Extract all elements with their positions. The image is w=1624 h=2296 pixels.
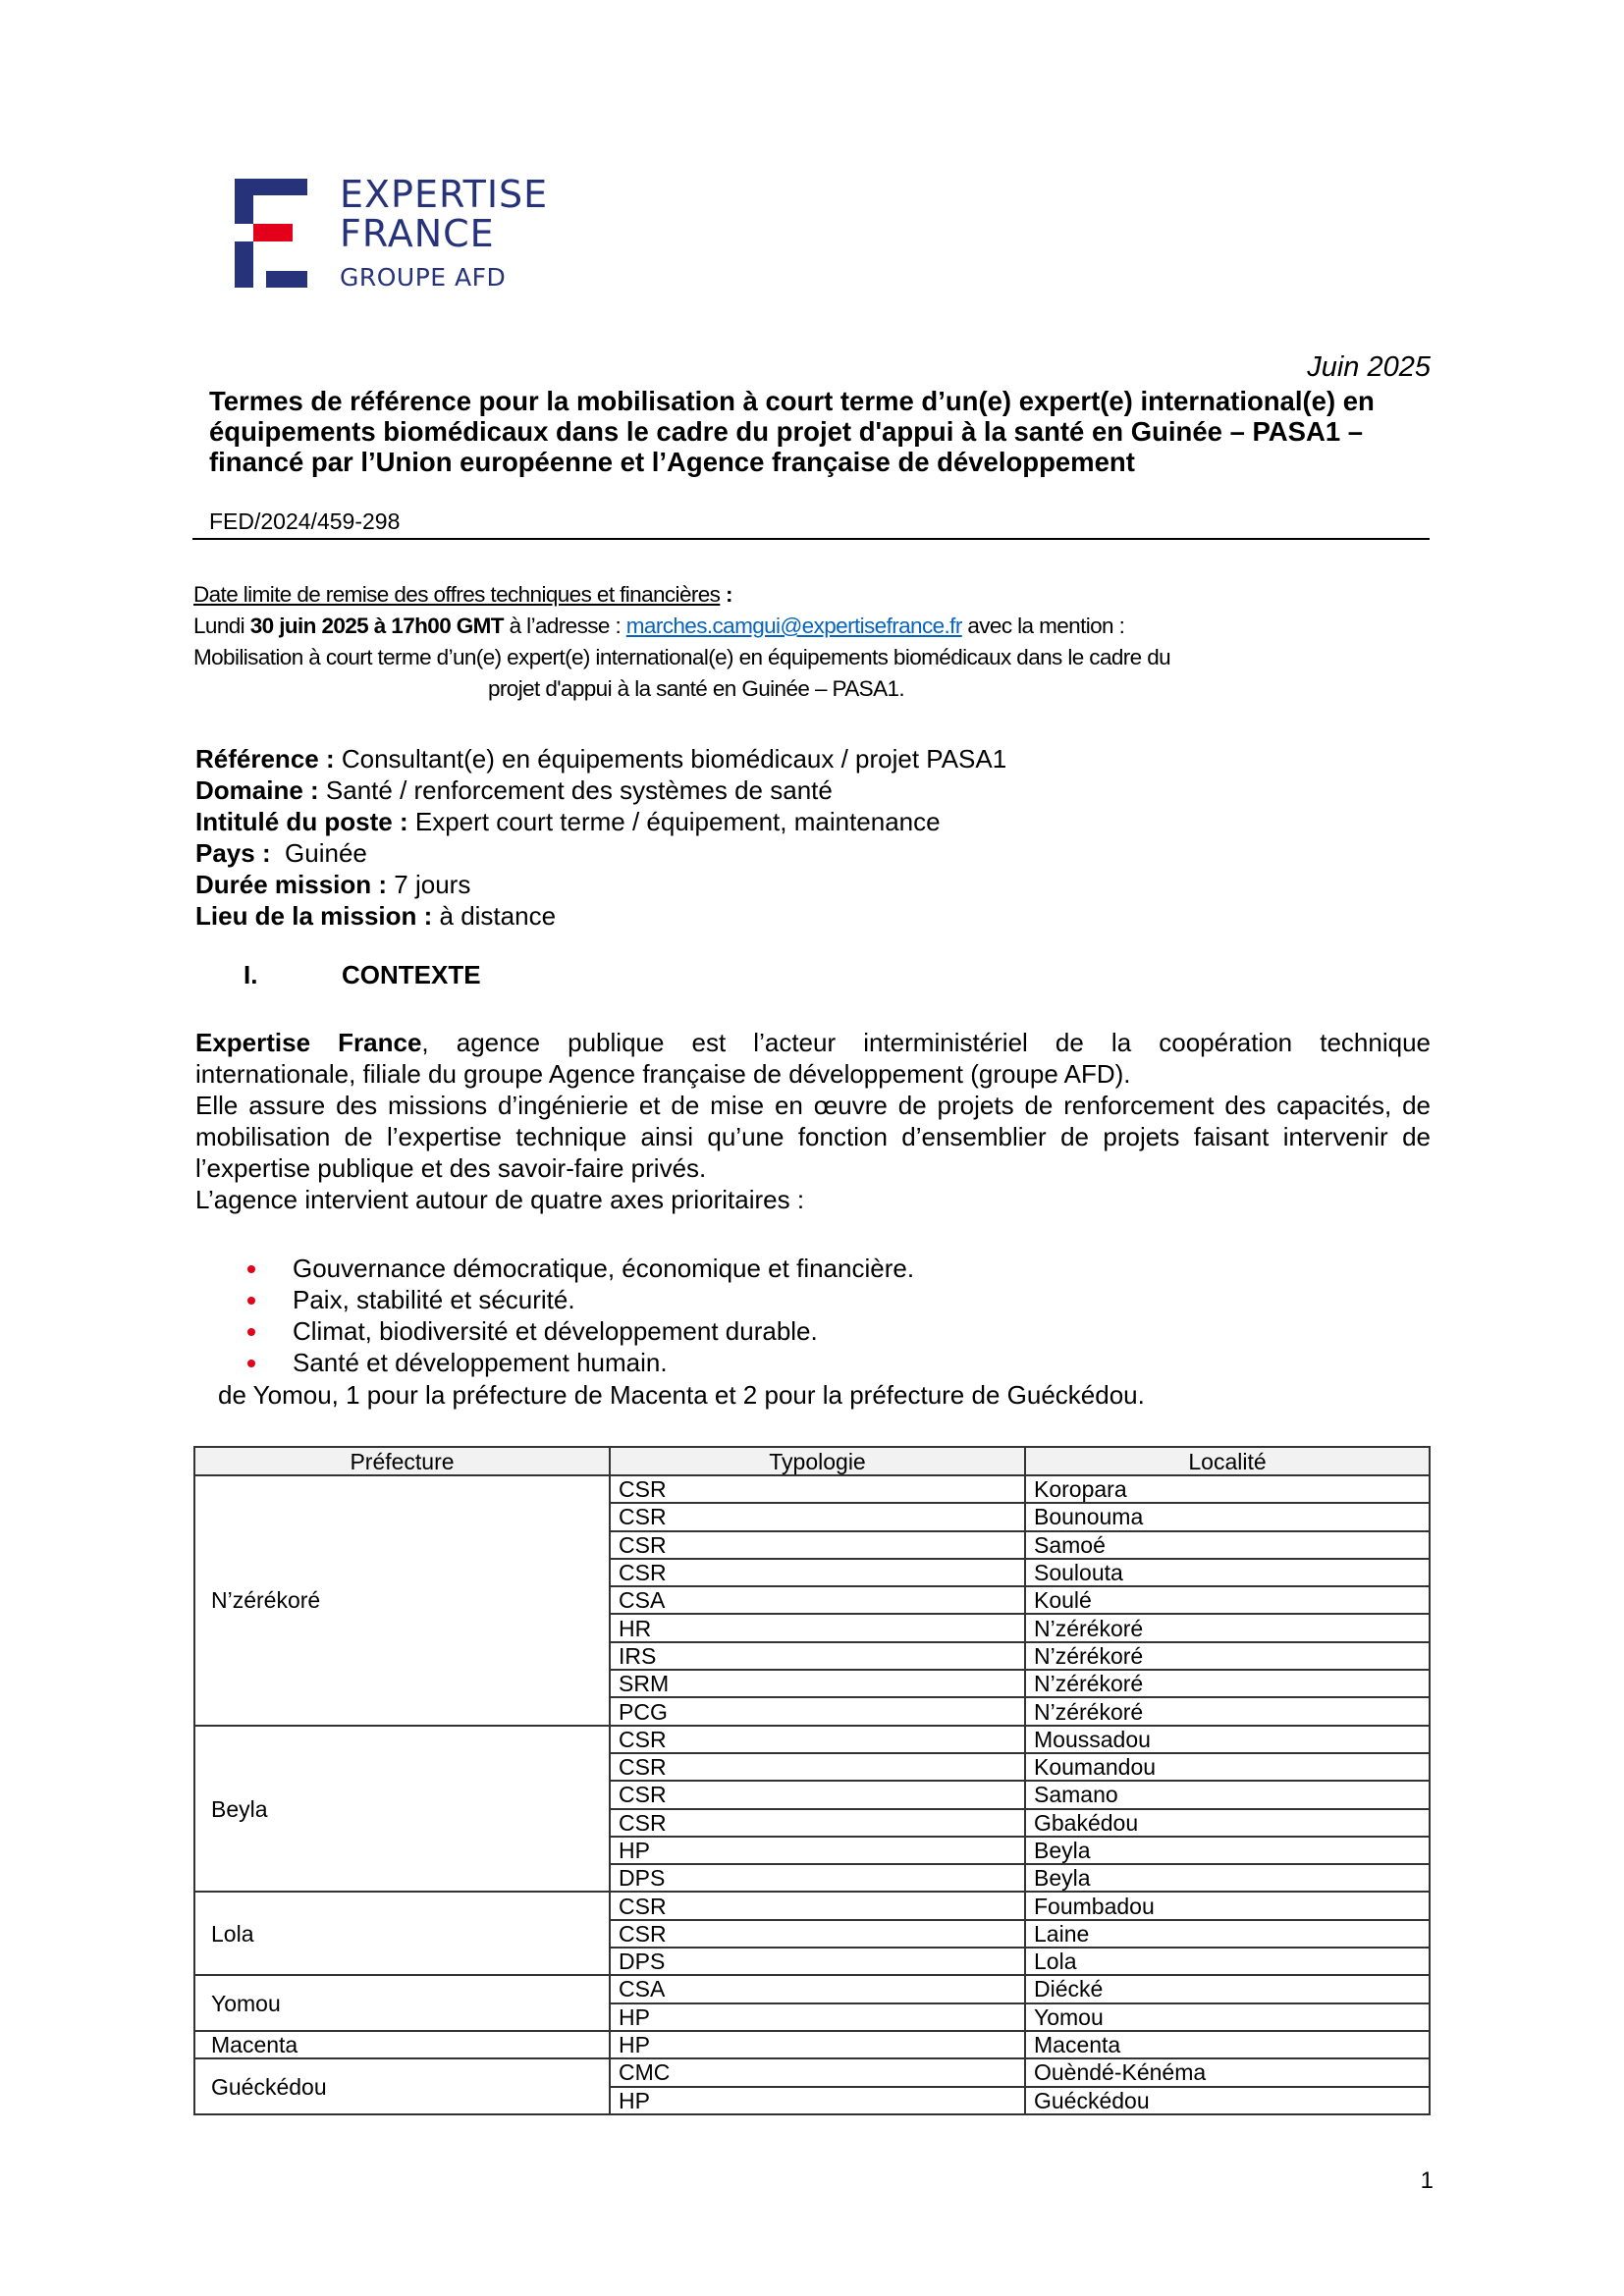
prefecture-summary-text: de Yomou, 1 pour la préfecture de Macenta et 2 pour la préfecture de Guéckédou. (218, 1380, 1145, 1410)
reference-code: FED/2024/459-298 (209, 508, 401, 534)
typologie-cell: CSR (610, 1809, 1025, 1837)
typologie-cell: CSR (610, 1920, 1025, 1948)
logo-wordmark (340, 175, 548, 293)
submission-email-link[interactable]: marches.camgui@expertisefrance.fr (625, 614, 962, 638)
typologie-cell: CSR (610, 1726, 1025, 1753)
typologie-cell: CSR (610, 1892, 1025, 1919)
field-label: Référence : (195, 744, 335, 774)
localite-cell: Laine (1025, 1920, 1430, 1948)
typologie-cell: DPS (610, 1948, 1025, 1975)
sites-table (193, 1446, 1431, 2115)
priority-axes-list (247, 1253, 914, 1378)
field-value: Consultant(e) en équipements biomédicaux / projet PASA1 (334, 744, 1007, 774)
localite-cell: N’zérékoré (1025, 1642, 1430, 1670)
typologie-cell: SRM (610, 1670, 1025, 1697)
deadline-day: Lundi (193, 614, 250, 638)
section-heading-contexte (244, 960, 481, 990)
typologie-cell: HP (610, 1837, 1025, 1864)
localite-cell: Moussadou (1025, 1726, 1430, 1753)
para-text: , agence publique est l’acteur interministériel de la coopération technique (421, 1028, 1431, 1057)
typologie-cell: HP (610, 2003, 1025, 2031)
column-header: Préfecture (194, 1447, 610, 1475)
localite-cell: Samano (1025, 1781, 1430, 1808)
localite-cell: Guéckédou (1025, 2087, 1430, 2114)
localite-cell: N’zérékoré (1025, 1670, 1430, 1697)
deadline-mention-line-2: projet d'appui à la santé en Guinée – PASA1. (488, 676, 905, 701)
typologie-cell: CSR (610, 1475, 1025, 1503)
field-value: Guinée (270, 838, 367, 868)
deadline-block (193, 579, 1431, 705)
localite-cell: Samoé (1025, 1531, 1430, 1559)
list-item: Paix, stabilité et sécurité. (247, 1284, 914, 1315)
section-title: CONTEXTE (342, 960, 481, 989)
column-header: Typologie (610, 1447, 1025, 1475)
localite-cell: Beyla (1025, 1837, 1430, 1864)
field-reference (195, 743, 1006, 774)
prefecture-cell: Lola (194, 1892, 610, 1975)
typologie-cell: CSR (610, 1753, 1025, 1781)
logo-line-1: EXPERTISE (340, 173, 549, 216)
header-divider (192, 538, 1430, 540)
para-text: Elle assure des missions d’ingénierie et de mise en œuvre de projets de renforcement des capacités, de mobilisation de l’expertise technique ainsi qu’une fonction d’ensemblier de projets faisant intervenir de l’expertise publique et des savoir-faire privés. (195, 1091, 1431, 1183)
table-row (194, 1475, 1430, 1503)
table-row (194, 1892, 1430, 1919)
column-header: Localité (1025, 1447, 1430, 1475)
field-label: Durée mission : (195, 870, 388, 899)
mission-fields (195, 743, 1006, 932)
localite-cell: N’zérékoré (1025, 1697, 1430, 1725)
localite-cell: N’zérékoré (1025, 1614, 1430, 1641)
table-row (194, 1975, 1430, 2002)
field-value: Expert court terme / équipement, maintenance (407, 807, 941, 836)
field-value: Santé / renforcement des systèmes de santé (318, 775, 833, 805)
typologie-cell: CSA (610, 1586, 1025, 1614)
deadline-label-colon: : (720, 582, 732, 607)
typologie-cell: CSR (610, 1559, 1025, 1586)
localite-cell: Foumbadou (1025, 1892, 1430, 1919)
expertise-france-logo (235, 173, 588, 292)
logo-line-3: GROUPE AFD (340, 263, 507, 292)
deadline-address-prefix: à l’adresse : (503, 614, 626, 638)
prefecture-cell: Guéckédou (194, 2058, 610, 2114)
localite-cell: Ouèndé-Kénéma (1025, 2058, 1430, 2086)
field-duree (195, 869, 1006, 900)
localite-cell: Bounouma (1025, 1503, 1430, 1530)
typologie-cell: HP (610, 2087, 1025, 2114)
deadline-datetime: 30 juin 2025 à 17h00 GMT (249, 614, 504, 638)
typologie-cell: CSA (610, 1975, 1025, 2002)
list-item: Climat, biodiversité et développement durable. (247, 1315, 914, 1347)
field-label: Intitulé du poste : (195, 807, 408, 836)
localite-cell: Yomou (1025, 2003, 1430, 2031)
field-value: à distance (432, 901, 557, 931)
page-number: 1 (1420, 2167, 1434, 2194)
prefecture-cell: Macenta (194, 2031, 610, 2058)
table-row (194, 1726, 1430, 1753)
localite-cell: Koumandou (1025, 1753, 1430, 1781)
localite-cell: Lola (1025, 1948, 1430, 1975)
field-intitule (195, 806, 1006, 837)
para-text: internationale, filiale du groupe Agence française de développement (groupe AFD). (195, 1059, 1131, 1089)
field-label: Lieu de la mission : (195, 901, 433, 931)
prefecture-cell: N’zérékoré (194, 1475, 610, 1726)
org-name: Expertise France (195, 1028, 422, 1057)
logo-line-2: FRANCE (340, 212, 495, 255)
typologie-cell: HP (610, 2031, 1025, 2058)
typologie-cell: PCG (610, 1697, 1025, 1725)
localite-cell: Diécké (1025, 1975, 1430, 2002)
localite-cell: Macenta (1025, 2031, 1430, 2058)
localite-cell: Koulé (1025, 1586, 1430, 1614)
deadline-mention-line-1: Mobilisation à court terme d’un(e) expert(e) international(e) en équipements biomédicaux dans le cadre du (193, 645, 1171, 669)
table-header-row (194, 1447, 1430, 1475)
list-item: Santé et développement humain. (247, 1347, 914, 1378)
typologie-cell: CMC (610, 2058, 1025, 2086)
prefecture-cell: Yomou (194, 1975, 610, 2031)
para-text: L’agence intervient autour de quatre axes prioritaires : (195, 1185, 805, 1214)
field-domaine (195, 774, 1006, 806)
field-lieu (195, 900, 1006, 932)
localite-cell: Gbakédou (1025, 1809, 1430, 1837)
field-label: Pays : (195, 838, 271, 868)
section-number: I. (244, 960, 258, 989)
deadline-mention-suffix: avec la mention : (961, 614, 1125, 638)
document-title: Termes de référence pour la mobilisation à court terme d’un(e) expert(e) international(e) en équipements biomédicaux dans le cadre du projet d'appui à la santé en Guinée – PASA1 – financé par l’Union européenne et l’Agence française de développement (209, 386, 1375, 477)
table-row (194, 2058, 1430, 2086)
field-pays (195, 837, 1006, 869)
localite-cell: Beyla (1025, 1864, 1430, 1892)
typologie-cell: HR (610, 1614, 1025, 1641)
table-row (194, 2031, 1430, 2058)
document-date: Juin 2025 (1307, 351, 1431, 383)
context-paragraph (195, 1027, 1431, 1215)
localite-cell: Soulouta (1025, 1559, 1430, 1586)
prefecture-cell: Beyla (194, 1726, 610, 1893)
deadline-label: Date limite de remise des offres techniques et financières (193, 582, 721, 607)
field-value: 7 jours (387, 870, 471, 899)
typologie-cell: IRS (610, 1642, 1025, 1670)
typologie-cell: CSR (610, 1531, 1025, 1559)
typologie-cell: CSR (610, 1503, 1025, 1530)
localite-cell: Koropara (1025, 1475, 1430, 1503)
field-label: Domaine : (195, 775, 319, 805)
typologie-cell: DPS (610, 1864, 1025, 1892)
list-item: Gouvernance démocratique, économique et financière. (247, 1253, 914, 1284)
typologie-cell: CSR (610, 1781, 1025, 1808)
